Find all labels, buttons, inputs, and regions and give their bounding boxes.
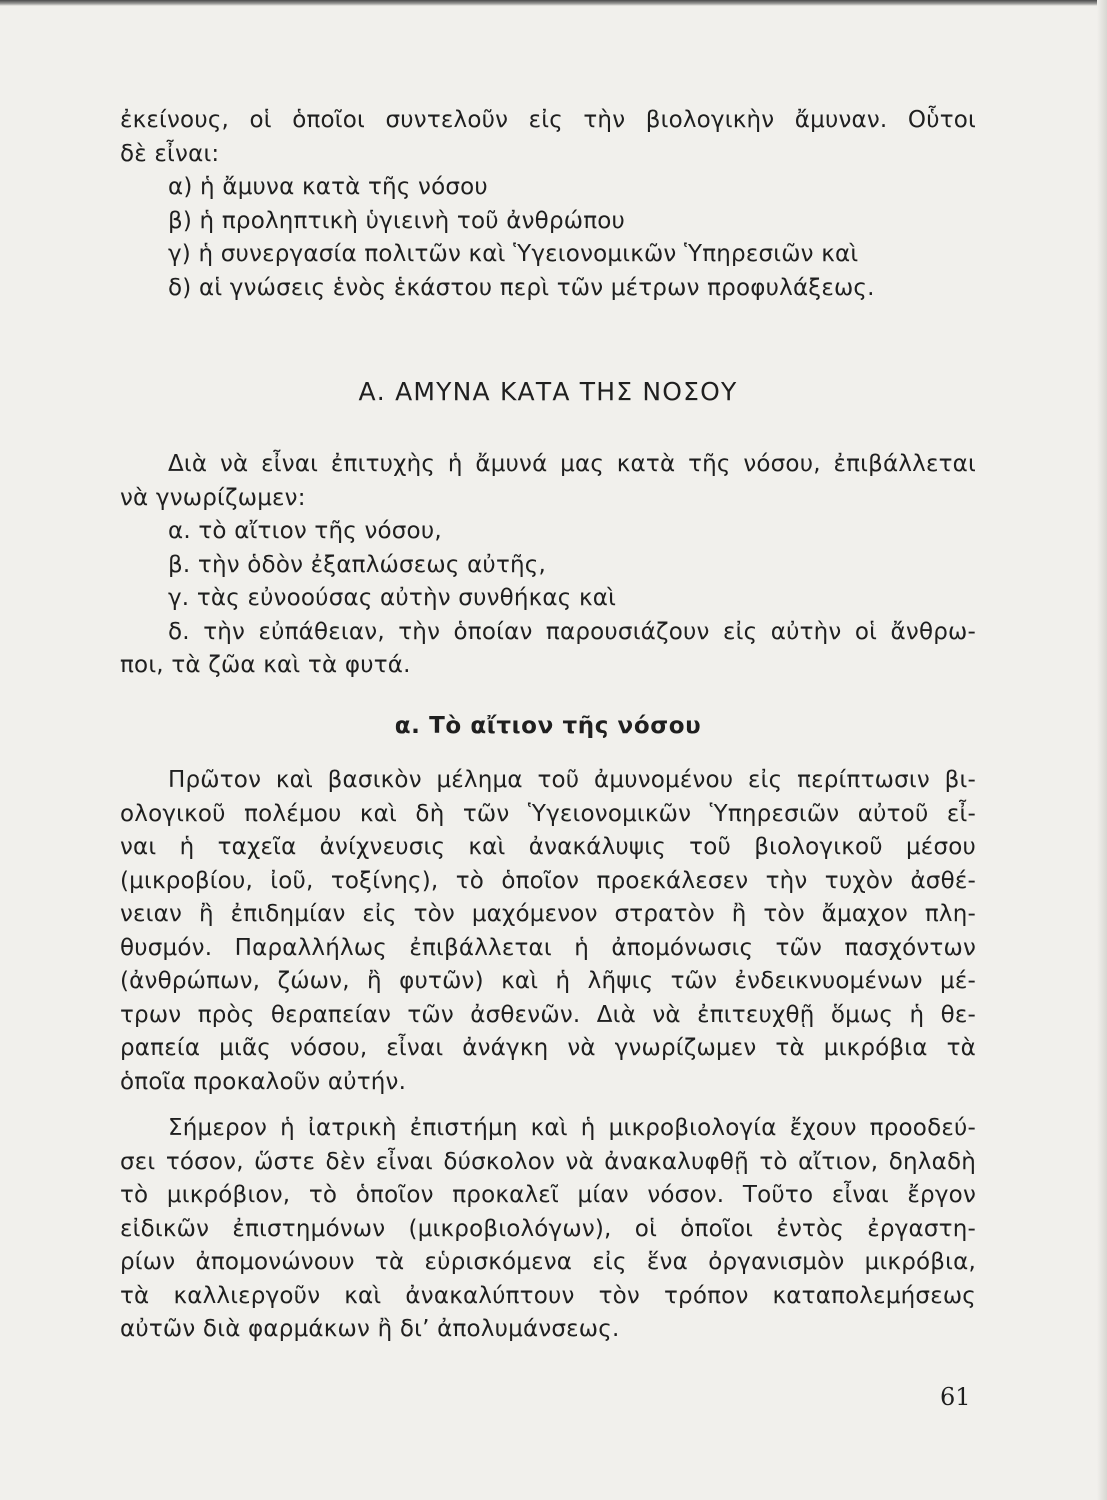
paragraph-line: ὁποῖα προκαλοῦν αὐτήν. xyxy=(120,1068,407,1095)
section-a-list-item-continuation: ποι, τὰ ζῶα καὶ τὰ φυτά. xyxy=(120,652,411,678)
section-a-list-item: δ. τὴν εὐπάθειαν, τὴν ὁποίαν παρουσιάζουν εἰς αὐτὴν οἱ ἄνθρω- xyxy=(168,618,976,645)
paragraph-line: τὰ καλλιεργοῦν καὶ ἀνακαλύπτουν τὸν τρόπον καταπολεμήσεως xyxy=(120,1282,976,1309)
paragraph-1 xyxy=(120,764,976,1099)
paragraph-line: (ἀνθρώπων, ζώων, ἢ φυτῶν) καὶ ἡ λῆψις τῶν ἐνδεικνυομένων μέ- xyxy=(120,968,976,994)
paragraph-2 xyxy=(120,1112,976,1347)
intro-line: δὲ εἶναι: xyxy=(120,140,220,167)
section-a-line: Διὰ νὰ εἶναι ἐπιτυχὴς ἡ ἄμυνά μας κατὰ τῆς νόσου, ἐπιβάλλεται xyxy=(168,451,976,477)
section-a-list-item: γ. τὰς εὐνοούσας αὐτὴν συνθήκας καὶ xyxy=(168,585,617,611)
paragraph-line: ναι ἡ ταχεῖα ἀνίχνευσις καὶ ἀνακάλυψις τοῦ βιολογικοῦ μέσου xyxy=(120,834,976,860)
paragraph-line: Πρῶτον καὶ βασικὸν μέλημα τοῦ ἀμυνομένου εἰς περίπτωσιν βι- xyxy=(168,767,976,793)
paragraph-line: Σήμερον ἡ ἰατρικὴ ἐπιστήμη καὶ ἡ μικροβιολογία ἔχουν προοδεύ- xyxy=(168,1115,976,1141)
paragraph-line: ραπεία μιᾶς νόσου, εἶναι ἀνάγκη νὰ γνωρίζωμεν τὰ μικρόβια τὰ xyxy=(120,1035,976,1061)
section-heading: Α. ΑΜΥΝΑ ΚΑΤΑ ΤΗΣ ΝΟΣΟΥ xyxy=(358,377,738,406)
page-scan-edge-top xyxy=(0,0,1107,6)
intro-list-item: β) ἡ προληπτικὴ ὑγιεινὴ τοῦ ἀνθρώπου xyxy=(168,207,626,234)
paragraph-line: ολογικοῦ πολέμου καὶ δὴ τῶν Ὑγειονομικῶν Ὑπηρεσιῶν αὐτοῦ εἶ- xyxy=(120,800,976,827)
intro-list-item: δ) αἱ γνώσεις ἑνὸς ἑκάστου περὶ τῶν μέτρων προφυλάξεως. xyxy=(168,274,875,301)
paragraph-line: (μικροβίου, ἰοῦ, τοξίνης), τὸ ὁποῖον προεκάλεσεν τὴν τυχὸν ἀσθέ- xyxy=(120,867,976,894)
intro-line: ἐκείνους, οἱ ὁποῖοι συντελοῦν εἰς τὴν βιολογικὴν ἄμυναν. Οὗτοι xyxy=(120,107,976,133)
intro-block xyxy=(120,104,976,305)
page-number: 61 xyxy=(940,1383,971,1411)
paragraph-line: νειαν ἢ ἐπιδημίαν εἰς τὸν μαχόμενον στρατὸν ἢ τὸν ἄμαχον πλη- xyxy=(120,901,976,927)
section-a-list-item: β. τὴν ὁδὸν ἐξαπλώσεως αὐτῆς, xyxy=(168,551,546,578)
paragraph-line: τρων πρὸς θεραπείαν τῶν ἀσθενῶν. Διὰ νὰ ἐπιτευχθῇ ὅμως ἡ θε- xyxy=(120,1001,976,1028)
page-scan-edge-right xyxy=(1097,0,1107,1500)
subsection-heading: α. Τὸ αἴτιον τῆς νόσου xyxy=(394,713,702,739)
section-a-block xyxy=(120,448,976,683)
paragraph-line: αὐτῶν διὰ φαρμάκων ἢ δι’ ἀπολυμάνσεως. xyxy=(120,1316,620,1342)
paragraph-line: εἰδικῶν ἐπιστημόνων (μικροβιολόγων), οἱ ὁποῖοι ἐντὸς ἐργαστη- xyxy=(120,1215,976,1242)
intro-list-item: α) ἡ ἄμυνα κατὰ τῆς νόσου xyxy=(168,174,488,200)
paragraph-line: τὸ μικρόβιον, τὸ ὁποῖον προκαλεῖ μίαν νόσον. Τοῦτο εἶναι ἔργον xyxy=(120,1182,976,1208)
section-a-list-item: α. τὸ αἴτιον τῆς νόσου, xyxy=(168,518,442,544)
paragraph-line: σει τόσον, ὥστε δὲν εἶναι δύσκολον νὰ ἀνακαλυφθῇ τὸ αἴτιον, δηλαδὴ xyxy=(120,1148,976,1175)
intro-list-item: γ) ἡ συνεργασία πολιτῶν καὶ Ὑγειονομικῶν Ὑπηρεσιῶν καὶ xyxy=(168,241,859,267)
section-a-line: νὰ γνωρίζωμεν: xyxy=(120,484,306,511)
paragraph-line: θυσμόν. Παραλλήλως ἐπιβάλλεται ἡ ἀπομόνωσις τῶν πασχόντων xyxy=(120,934,976,961)
paragraph-line: ρίων ἀπομονώνουν τὰ εὑρισκόμενα εἰς ἕνα ὀργανισμὸν μικρόβια, xyxy=(120,1249,976,1275)
